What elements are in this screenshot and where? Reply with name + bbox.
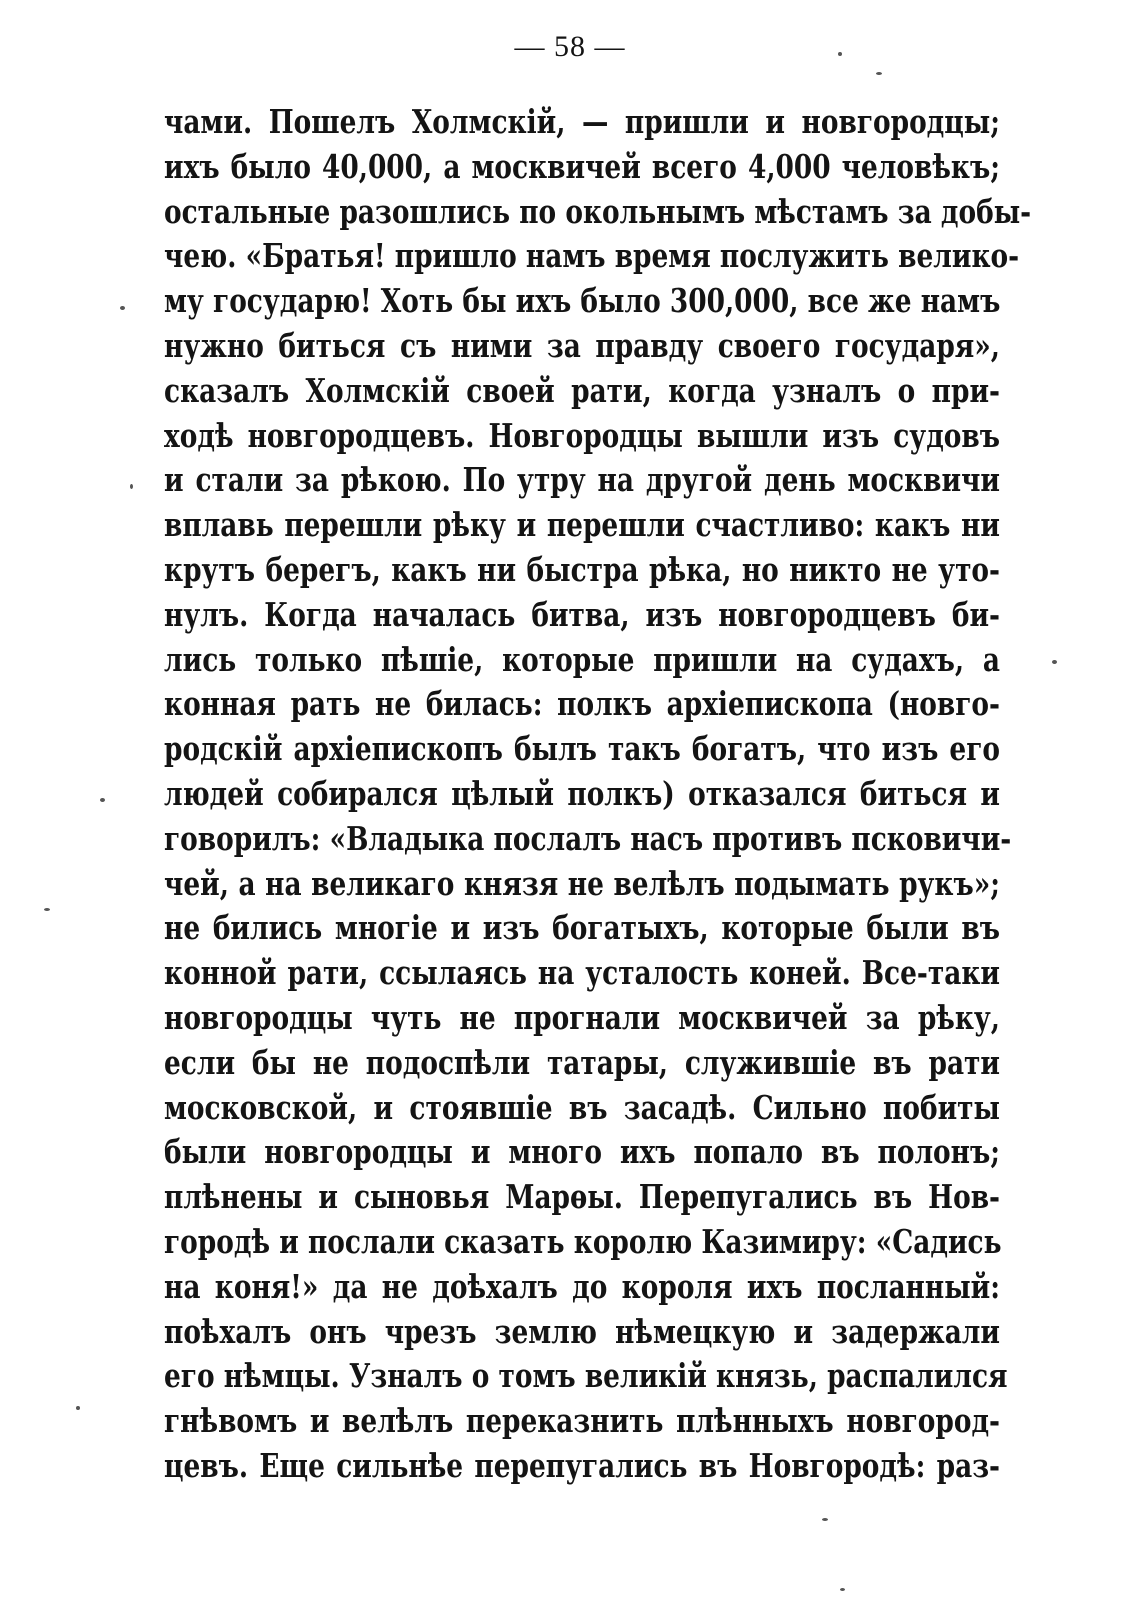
text-line: конная рать не билась: полкъ архіепископа (новго- <box>164 684 1000 724</box>
text-line: цевъ. Еще сильнѣе перепугались въ Новгородѣ: раз- <box>164 1445 1000 1485</box>
scan-speck <box>130 484 133 489</box>
text-line: людей собирался цѣлый полкъ) отказался биться и <box>164 773 1000 813</box>
text-line: вплавь перешли рѣку и перешли счастливо: какъ ни <box>164 505 1000 545</box>
text-line: московской, и стоявшіе въ засадѣ. Сильно побиты <box>164 1087 1000 1127</box>
text-line: родскій архіепископъ былъ такъ богатъ, что изъ его <box>164 729 1000 769</box>
scan-speck <box>44 908 50 911</box>
text-line: ихъ было 40,000, а москвичей всего 4,000 человѣкъ; <box>164 146 1000 186</box>
text-line: чей, а на великаго князя не велѣлъ подымать рукъ»; <box>164 863 1000 903</box>
text-line: плѣнены и сыновья Марѳы. Перепугались въ Нов- <box>164 1177 1000 1217</box>
text-line: остальные разошлись по окольнымъ мѣстамъ за добы- <box>164 191 1032 231</box>
text-line: му государю! Хоть бы ихъ было 300,000, все же намъ <box>164 281 1001 321</box>
scan-speck <box>100 798 105 802</box>
text-line: и стали за рѣкою. По утру на другой день москвичи <box>164 460 1000 500</box>
text-line: нужно биться съ ними за правду своего государя», <box>164 325 1000 365</box>
text-line: гнѣвомъ и велѣлъ переказнить плѣнныхъ новгород- <box>164 1401 1000 1441</box>
text-line: чами. Пошелъ Холмскій, — пришли и новгородцы; <box>164 102 1000 141</box>
text-line: поѣхалъ онъ чрезъ землю нѣмецкую и задержали <box>164 1311 1000 1351</box>
text-line: сказалъ Холмскій своей рати, когда узналъ о при- <box>164 370 1000 410</box>
text-line: на коня!» да не доѣхалъ до короля ихъ посланный: <box>164 1266 1000 1306</box>
page-number: — 58 — <box>514 30 626 63</box>
scan-speck <box>876 72 882 75</box>
scan-speck <box>822 1518 828 1521</box>
text-line: его нѣмцы. Узналъ о томъ великій князь, распалился <box>164 1356 1008 1396</box>
text-line: крутъ берегъ, какъ ни быстра рѣка, но никто не уто- <box>164 549 1000 589</box>
text-line: говорилъ: «Владыка послалъ насъ противъ псковичи- <box>164 818 1012 858</box>
body-text <box>164 100 1032 1489</box>
text-line: если бы не подоспѣли татары, служившіе въ рати <box>164 1042 1000 1082</box>
text-line: конной рати, ссылаясь на усталость коней. Все-таки <box>164 953 1000 993</box>
scan-speck <box>840 1588 845 1591</box>
text-line: чею. «Братья! пришло намъ время послужить велико- <box>164 236 1020 276</box>
text-line: новгородцы чуть не прогнали москвичей за рѣку, <box>164 997 1000 1037</box>
text-line: не бились многіе и изъ богатыхъ, которые были въ <box>164 908 1000 948</box>
scan-speck <box>1052 660 1057 664</box>
text-line: ходѣ новгородцевъ. Новгородцы вышли изъ судовъ <box>164 415 1000 455</box>
text-line: были новгородцы и много ихъ попало въ полонъ; <box>164 1132 1000 1172</box>
scan-speck <box>76 1406 80 1410</box>
text-line: лись только пѣшіе, которые пришли на судахъ, а <box>164 639 1000 679</box>
scan-speck <box>120 306 125 310</box>
text-line: нулъ. Когда началась битва, изъ новгородцевъ би- <box>164 594 1000 634</box>
scan-speck <box>838 52 842 56</box>
text-line: городѣ и послали сказать королю Казимиру: «Садись <box>164 1221 1002 1261</box>
